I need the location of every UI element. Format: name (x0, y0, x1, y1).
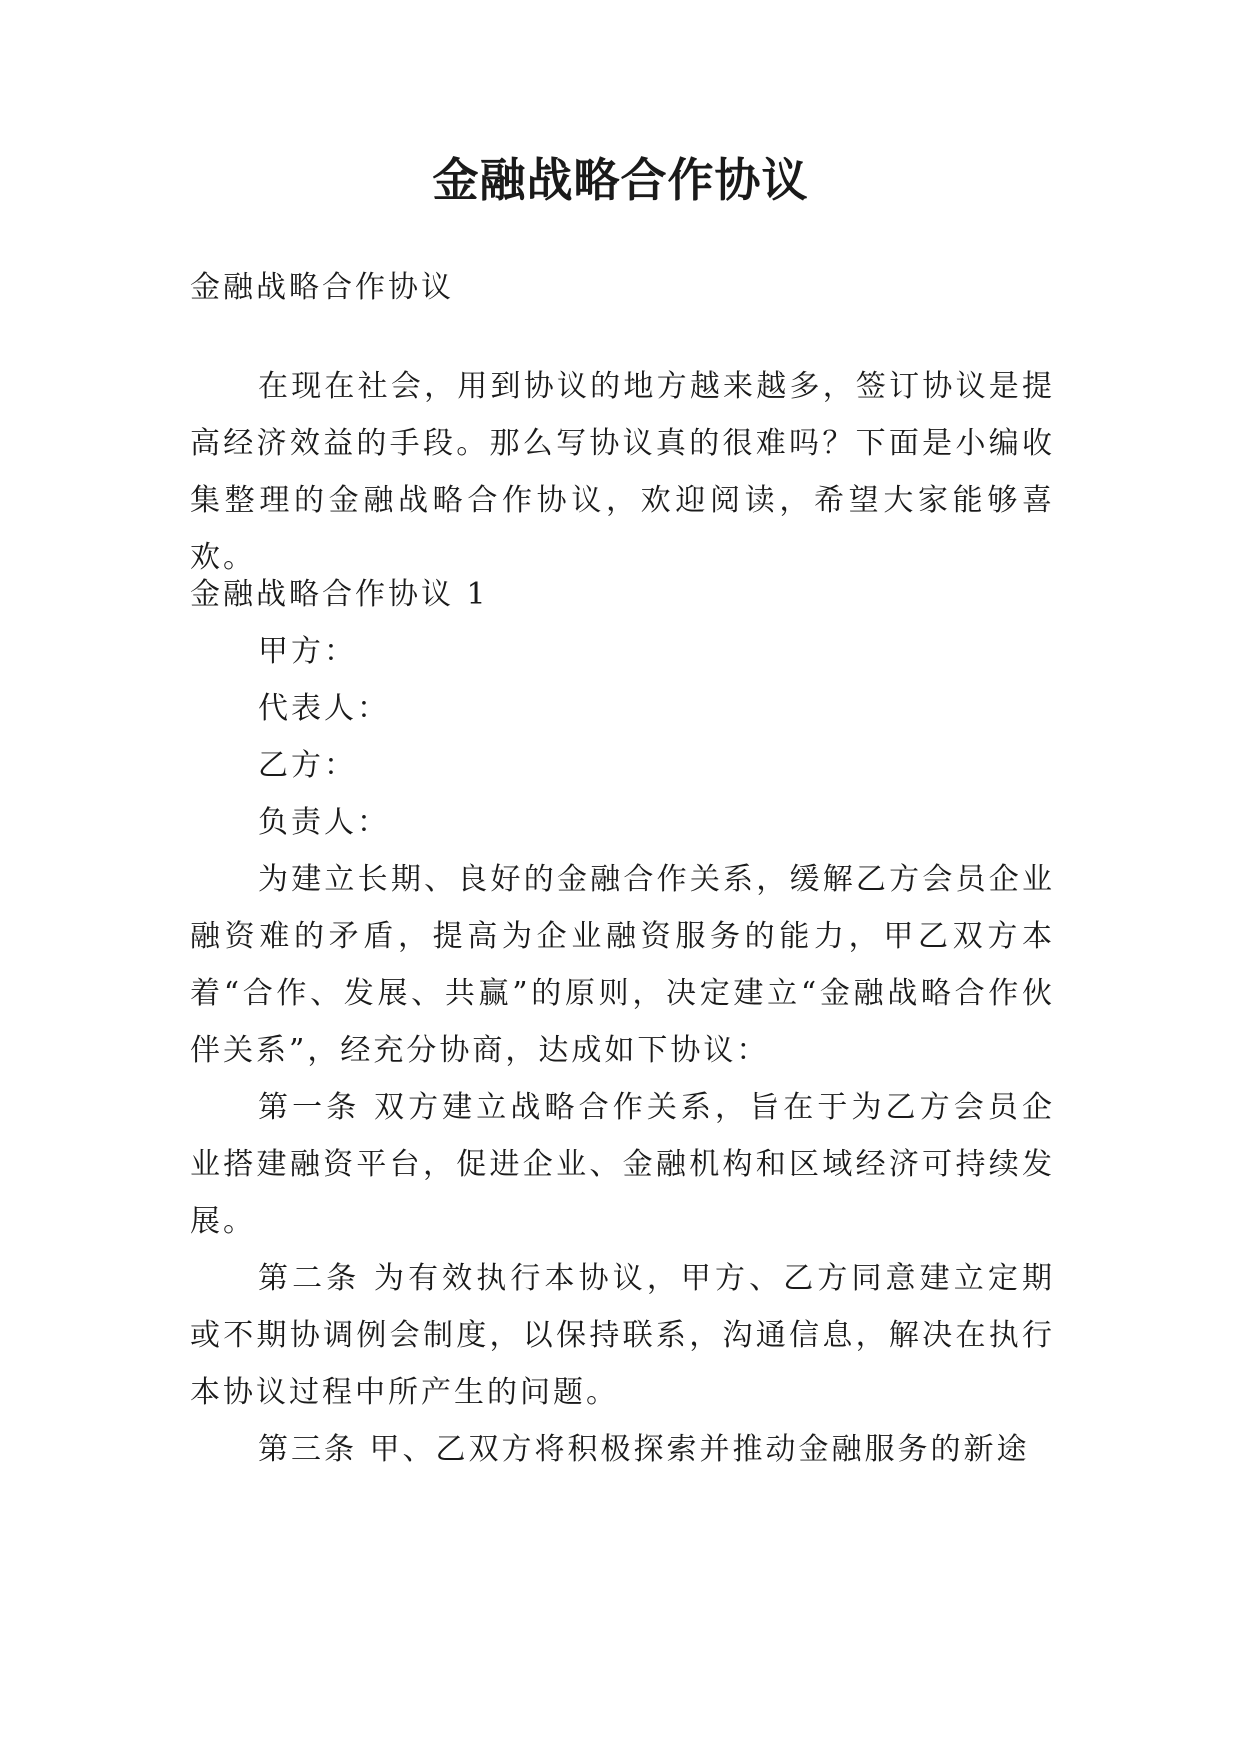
intro-paragraph: 在现在社会，用到协议的地方越来越多，签订协议是提高经济效益的手段。那么写协议真的很难吗？下面是小编收集整理的金融战略合作协议，欢迎阅读，希望大家能够喜欢。 (190, 369, 1055, 575)
document-subtitle: 金融战略合作协议 (190, 270, 454, 305)
article-paragraph: 第一条 双方建立战略合作关系，旨在于为乙方会员企业搭建融资平台，促进企业、金融机构和区域经济可持续发展。 (190, 1090, 1055, 1239)
intro-block (190, 358, 1055, 586)
responsible-field: 负责人： (258, 805, 390, 840)
party-b-field: 乙方： (258, 748, 357, 783)
representative-field: 代表人： (258, 691, 390, 726)
document-subtitle-block (190, 259, 1055, 316)
section-heading: 金融战略合作协议 1 (190, 577, 489, 612)
article-paragraph: 第三条 甲、乙双方将积极探索并推动金融服务的新途 (258, 1432, 1030, 1467)
preamble-paragraph: 为建立长期、良好的金融合作关系，缓解乙方会员企业融资难的矛盾，提高为企业融资服务的能力，甲乙双方本着“合作、发展、共赢”的原则，决定建立“金融战略合作伙伴关系”，经充分协商，达成如下协议： (190, 862, 1055, 1068)
article-paragraph: 第二条 为有效执行本协议，甲方、乙方同意建立定期或不期协调例会制度，以保持联系，沟通信息，解决在执行本协议过程中所产生的问题。 (190, 1261, 1055, 1410)
document-title: 金融战略合作协议 (432, 153, 809, 207)
party-a-field: 甲方： (258, 634, 357, 669)
agreement-body (190, 566, 1055, 1478)
